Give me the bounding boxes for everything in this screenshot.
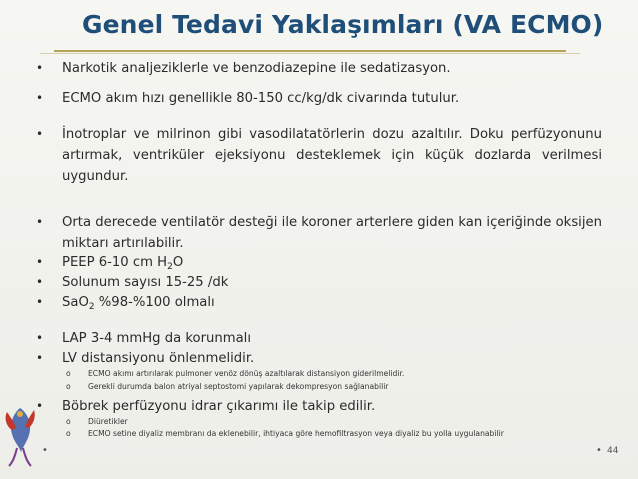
bullet-text: Narkotik analjeziklerle ve benzodiazepine ile sedatizasyon. xyxy=(62,61,451,76)
bullet-item xyxy=(36,396,602,417)
sao2-subscript: 2 xyxy=(88,302,95,312)
bullet-text: İnotroplar ve milrinon gibi vasodilatatörlerin dozu azaltılır. Doku perfüzyonunu artırmak, ventriküler ejeksiyonu desteklemek için küçük dozlarda verilmesi uygundur. xyxy=(62,127,602,184)
bullet-marker: • xyxy=(36,331,44,345)
bird-logo-icon xyxy=(3,400,37,470)
bullet-item xyxy=(36,292,602,313)
sub-bullet-text: Diüretikler xyxy=(88,417,128,426)
sub-bullet-marker: o xyxy=(66,417,71,426)
bullet-text: Orta derecede ventilatör desteği ile koroner arterlere giden kan içeriğinde oksijen miktarı artırılabilir. xyxy=(62,215,602,251)
bullet-marker: • xyxy=(36,91,44,105)
bullet-item xyxy=(36,58,602,79)
peep-subscript: 2 xyxy=(167,262,173,272)
bullet-marker: • xyxy=(36,61,44,75)
sub-bullet-text: Gerekli durumda balon atriyal septostomi yapılarak dekompresyon sağlanabilir xyxy=(88,382,389,391)
slide-title: Genel Tedavi Yaklaşımları (VA ECMO) xyxy=(82,10,604,39)
sao2-text: SaO xyxy=(62,295,89,310)
sub-bullet-text: ECMO setine diyaliz membranı da eklenebilir, ihtiyaca göre hemofiltrasyon veya diyaliz bu yolla uygulanabilir xyxy=(88,429,504,438)
sao2-text-after: %98-%100 olmalı xyxy=(94,295,215,310)
bullet-text: Böbrek perfüzyonu idrar çıkarımı ile takip edilir. xyxy=(62,399,376,414)
bullet-marker: • xyxy=(36,351,44,365)
bullet-item xyxy=(36,212,602,254)
bullet-item xyxy=(36,328,602,349)
title-underline xyxy=(54,50,566,52)
bullet-marker: • xyxy=(36,295,44,309)
sub-bullet-marker: o xyxy=(66,429,71,438)
title-underline-secondary xyxy=(40,53,580,54)
peep-text: PEEP 6-10 cm H xyxy=(62,255,168,270)
sub-bullet-marker: o xyxy=(66,382,71,391)
bullet-marker: • xyxy=(36,215,44,229)
bullet-text xyxy=(62,252,602,273)
bullet-marker: • xyxy=(36,399,44,413)
bullet-text xyxy=(62,292,602,313)
footer-bullet-left: • xyxy=(42,445,48,456)
bullet-item xyxy=(36,88,602,109)
sub-bullet-marker: o xyxy=(66,369,71,378)
bullet-text: ECMO akım hızı genellikle 80-150 cc/kg/dk civarında tutulur. xyxy=(62,91,460,106)
sub-bullet-item xyxy=(66,367,606,381)
bullet-marker: • xyxy=(36,127,44,141)
sub-bullet-item xyxy=(66,380,606,394)
sub-bullet-item xyxy=(66,427,606,441)
bullet-marker: • xyxy=(36,255,44,269)
bullet-text: LV distansiyonu önlenmelidir. xyxy=(62,351,255,366)
bullet-item xyxy=(36,348,602,369)
bullet-marker: • xyxy=(36,275,44,289)
bullet-text: Solunum sayısı 15-25 /dk xyxy=(62,275,229,290)
bullet-item xyxy=(36,272,602,293)
footer-bullet-right: • xyxy=(596,445,602,456)
page-number: 44 xyxy=(607,446,619,456)
bullet-item xyxy=(36,252,602,273)
sub-bullet-text: ECMO akımı artırılarak pulmoner venöz dönüş azaltılarak distansiyon giderilmelidir. xyxy=(88,369,405,378)
bullet-item xyxy=(36,124,602,187)
peep-text-after: O xyxy=(172,255,184,270)
bullet-text: LAP 3-4 mmHg da korunmalı xyxy=(62,331,251,346)
